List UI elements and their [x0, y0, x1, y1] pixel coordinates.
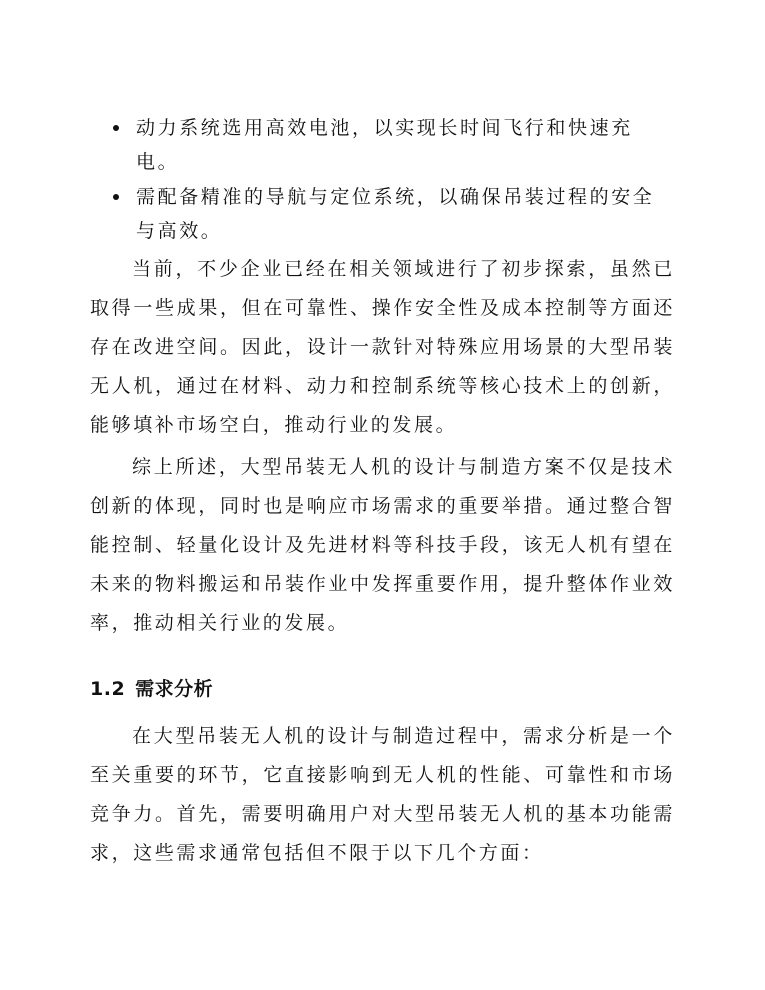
- bullet-icon: [113, 125, 119, 131]
- bullet-text: 需配备精准的导航与定位系统，以确保吊装过程的安全与高效。: [136, 186, 655, 242]
- section-title: 需求分析: [135, 678, 214, 700]
- section-heading: [90, 663, 675, 715]
- bullet-icon: [113, 194, 119, 200]
- body-paragraph: 在大型吊装无人机的设计与制造过程中，需求分析是一个至关重要的环节，它直接影响到无人机的性能、可靠性和市场竞争力。首先，需要明确用户对大型吊装无人机的基本功能需求，这些需求通常包括但不限于以下几个方面：: [90, 725, 675, 864]
- body-paragraph: 当前，不少企业已经在相关领域进行了初步探索，虽然已取得一些成果，但在可靠性、操作安全性及成本控制等方面还存在改进空间。因此，设计一款针对特殊应用场景的大型吊装无人机，通过在材料、动力和控制系统等核心技术上的创新，能够填补市场空白，推动行业的发展。: [90, 258, 675, 436]
- list-item: [90, 111, 675, 179]
- bullet-list: [90, 111, 675, 248]
- list-item: [90, 180, 675, 248]
- bullet-text: 动力系统选用高效电池，以实现长时间飞行和快速充电。: [136, 117, 633, 173]
- page-content: [90, 111, 675, 873]
- body-paragraph: 综上所述，大型吊装无人机的设计与制造方案不仅是技术创新的体现，同时也是响应市场需求的重要举措。通过整合智能控制、轻量化设计及先进材料等科技手段，该无人机有望在未来的物料搬运和吊装作业中发挥重要作用，提升整体作业效率，推动相关行业的发展。: [90, 456, 675, 634]
- section-number: 1.2: [90, 678, 126, 700]
